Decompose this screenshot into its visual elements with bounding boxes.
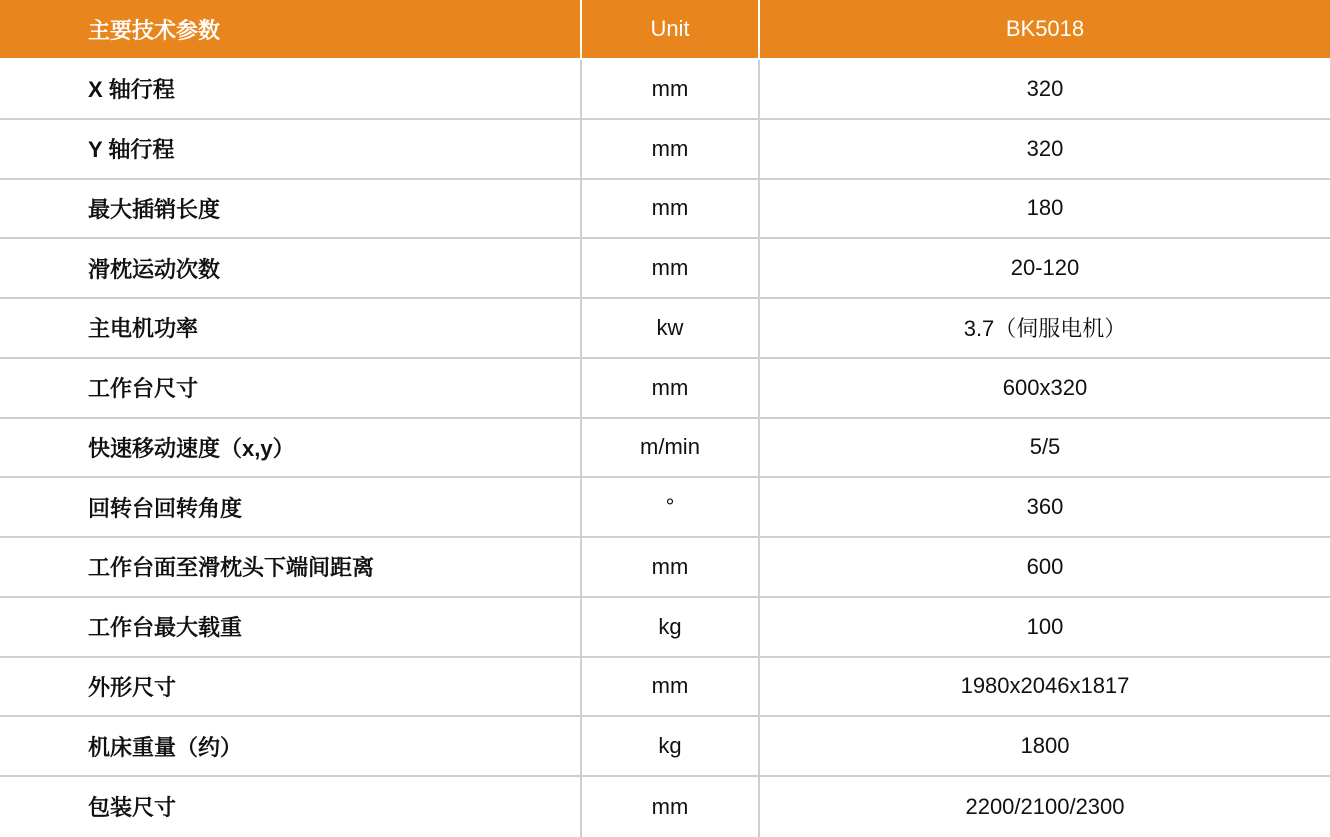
table-row xyxy=(0,60,1330,120)
param-value: 1980x2046x1817 xyxy=(758,658,1330,716)
param-name: 工作台面至滑枕头下端间距离 xyxy=(88,555,375,581)
param-unit: mm xyxy=(580,658,758,716)
param-value: 320 xyxy=(758,120,1330,178)
param-name: 主电机功率 xyxy=(88,316,199,342)
param-unit: mm xyxy=(580,359,758,417)
table-row xyxy=(0,478,1330,538)
table-row xyxy=(0,717,1330,777)
param-value: 600 xyxy=(758,538,1330,596)
table-row xyxy=(0,598,1330,658)
param-value: 360 xyxy=(758,478,1330,536)
table-row xyxy=(0,120,1330,180)
param-unit: kg xyxy=(580,717,758,775)
param-value: 100 xyxy=(758,598,1330,656)
table-row xyxy=(0,239,1330,299)
header-param: 主要技术参数 xyxy=(88,17,221,43)
table-row xyxy=(0,359,1330,419)
header-model: BK5018 xyxy=(758,0,1330,58)
header-unit: Unit xyxy=(580,0,758,58)
param-unit: mm xyxy=(580,180,758,238)
param-name: 回转台回转角度 xyxy=(88,495,243,521)
param-name: Y 轴行程 xyxy=(88,137,175,163)
param-unit: ° xyxy=(580,478,758,536)
param-unit: kw xyxy=(580,299,758,357)
param-unit: mm xyxy=(580,239,758,297)
param-value: 600x320 xyxy=(758,359,1330,417)
param-name: X 轴行程 xyxy=(88,77,175,103)
param-unit: m/min xyxy=(580,419,758,477)
param-value: 180 xyxy=(758,180,1330,238)
param-unit: mm xyxy=(580,120,758,178)
table-row xyxy=(0,777,1330,837)
param-name: 工作台最大载重 xyxy=(88,615,243,641)
param-name: 滑枕运动次数 xyxy=(88,256,221,282)
param-name: 包装尺寸 xyxy=(88,795,177,821)
param-value: 3.7（伺服电机） xyxy=(758,299,1330,357)
table-row xyxy=(0,419,1330,479)
table-row xyxy=(0,299,1330,359)
param-value: 320 xyxy=(758,60,1330,118)
table-row xyxy=(0,658,1330,718)
param-unit: mm xyxy=(580,538,758,596)
table-row xyxy=(0,180,1330,240)
param-name: 最大插销长度 xyxy=(88,196,221,222)
table-row xyxy=(0,538,1330,598)
param-unit: mm xyxy=(580,777,758,837)
param-name: 外形尺寸 xyxy=(88,674,177,700)
param-name: 快速移动速度（x,y） xyxy=(88,435,295,461)
param-name: 工作台尺寸 xyxy=(88,376,199,402)
param-value: 2200/2100/2300 xyxy=(758,777,1330,837)
param-unit: mm xyxy=(580,60,758,118)
param-value: 5/5 xyxy=(758,419,1330,477)
table-header-row xyxy=(0,0,1330,60)
param-value: 20-120 xyxy=(758,239,1330,297)
param-unit: kg xyxy=(580,598,758,656)
param-value: 1800 xyxy=(758,717,1330,775)
param-name: 机床重量（约） xyxy=(88,734,243,760)
